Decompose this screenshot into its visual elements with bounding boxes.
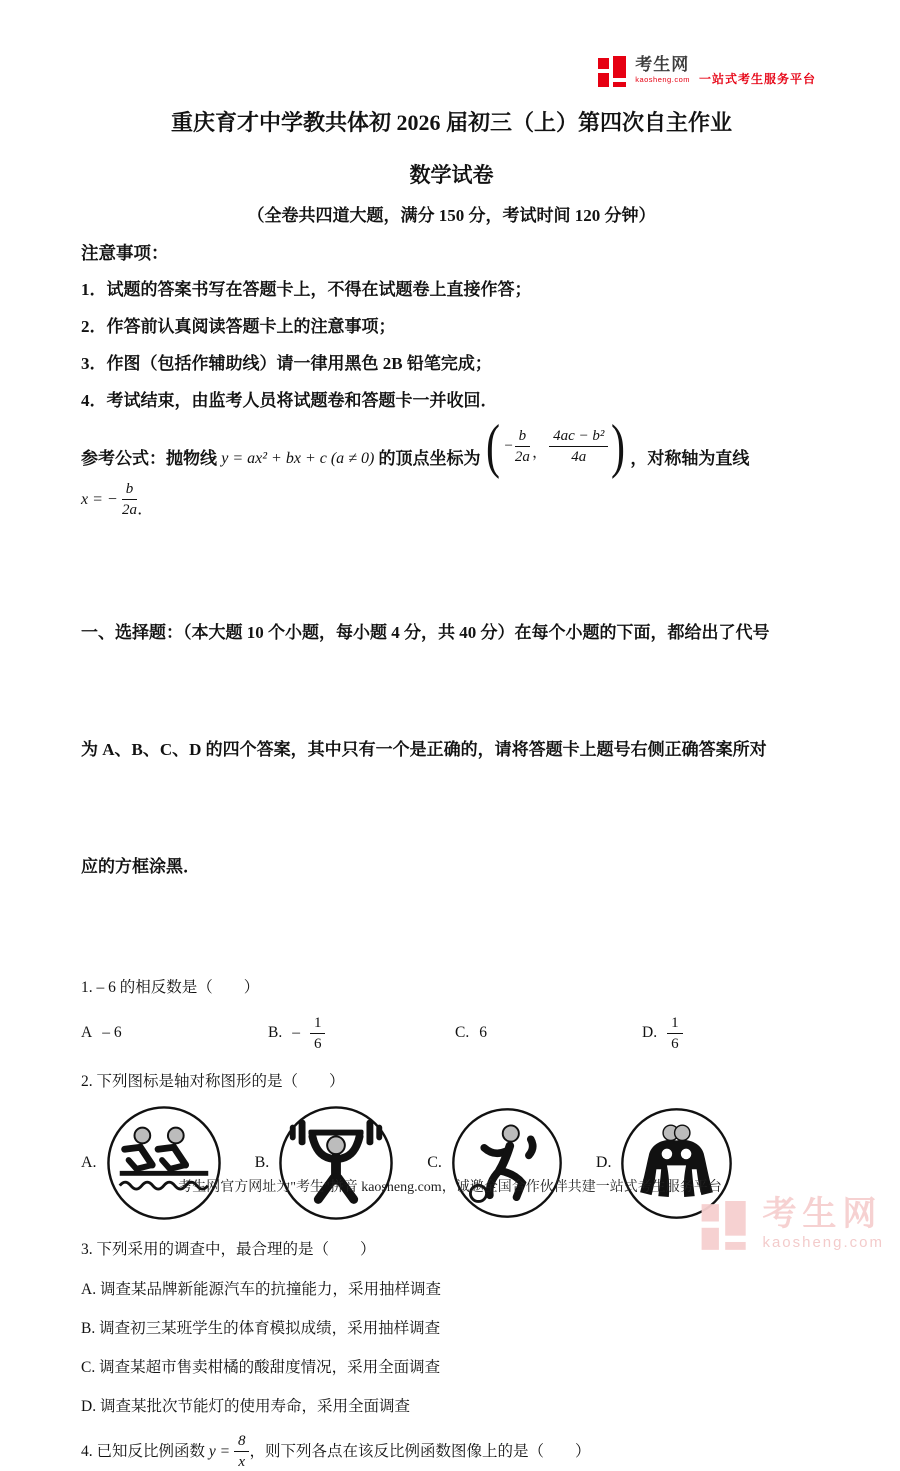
close-paren: ) — [611, 413, 626, 479]
q1-option-d: D. $\frac{1}{6}$ — [642, 1014, 822, 1053]
open-paren: ( — [485, 413, 500, 479]
vertex-frac-1: $\frac{b}{2a}$ — [514, 428, 530, 465]
exam-summary: （全卷共四道大题，满分 150 分，考试时间 120 分钟） — [247, 206, 656, 225]
reference-formula — [81, 413, 822, 479]
brand-domain: kaosheng.com — [635, 75, 690, 84]
exam-title: 重庆育才中学教共体初 2026 届初三（上）第四次自主作业 — [170, 110, 732, 135]
notice-item-1: 1．试题的答案书写在答题卡上，不得在试题卷上直接作答； — [81, 280, 532, 299]
vertex-coordinates — [483, 413, 629, 479]
q2-option-b: B. — [255, 1104, 396, 1222]
axis-pre: x = − — [81, 490, 122, 508]
vertex-minus: − — [503, 438, 514, 454]
question-1: 1. – 6 的相反数是（ ） — [81, 979, 260, 996]
formula-label: 参考公式：抛物线 — [81, 449, 222, 468]
q4-math-pre: y = — [208, 1442, 234, 1460]
kaosheng-watermark — [700, 1197, 884, 1253]
football-icon — [450, 1106, 564, 1220]
q1-option-a: A – 6 — [81, 1024, 122, 1041]
section-1-line-1: 一、选择题：（本大题 10 个小题，每小题 4 分，共 40 分）在每个小题的下面，都给出了代号 — [81, 623, 770, 642]
axis-formula — [81, 480, 822, 519]
q4-post: ，则下列各点在该反比例函数图像上的是（ ） — [249, 1443, 591, 1460]
q3-option-a: A. 调查某品牌新能源汽车的抗撞能力，采用抽样调查 — [81, 1281, 441, 1298]
footer-text: 考生网官方网址为"考生"拼音 kaosheng.com，诚邀全国合作伙伴共建一站式考生服务平台 — [178, 1180, 722, 1195]
section-1-line-2: 为 A、B、C、D 的四个答案，其中只有一个是正确的，请将答题卡上题号右侧正确答案所对 — [81, 740, 767, 759]
kaosheng-logo — [597, 56, 816, 89]
weightlifting-icon — [277, 1104, 395, 1222]
section-1-line-3: 应的方框涂黑． — [81, 857, 200, 876]
exam-subject: 数学试卷 — [409, 163, 494, 187]
q3-option-c: C. 调查某超市售卖柑橘的酸甜度情况，采用全面调查 — [81, 1359, 441, 1376]
section-1-heading — [81, 535, 822, 964]
notice-item-4: 4．考试结束，由监考人员将试题卷和答题卡一并收回． — [81, 391, 498, 410]
question-2: 2. 下列图标是轴对称图形的是（ ） — [81, 1073, 345, 1090]
vertex-frac-2: $\frac{\text{4ac − b²}}{4a}$ — [549, 427, 608, 466]
formula-middle: 的顶点坐标为 — [374, 449, 481, 468]
rowing-icon — [105, 1104, 223, 1222]
watermark-name: 考生网 — [762, 1195, 883, 1233]
q2-option-a: A. — [81, 1104, 223, 1222]
kaosheng-logo-icon — [597, 56, 630, 89]
q1-option-c: C. 6 — [455, 1024, 487, 1041]
watermark-logo-icon — [700, 1201, 752, 1253]
formula-suffix: ，对称轴为直线 — [630, 449, 750, 468]
vertex-comma: ， — [532, 445, 548, 461]
q3-option-d: D. 调查某批次节能灯的使用寿命，采用全面调查 — [81, 1398, 410, 1415]
q3-option-b: B. 调查初三某班学生的体育模拟成绩，采用抽样调查 — [81, 1320, 441, 1337]
notice-item-2: 2．作答前认真阅读答题卡上的注意事项； — [81, 317, 396, 336]
notice-heading: 注意事项： — [81, 243, 169, 263]
watermark-domain: kaosheng.com — [762, 1234, 884, 1251]
q1-option-b: B. – $\frac{1}{6}$ — [268, 1014, 455, 1053]
q4-fraction: $\frac{8}{x}$ — [234, 1432, 250, 1471]
parabola-equation: y = ax² + bx + c (a ≠ 0) — [221, 450, 375, 467]
axis-period: ． — [137, 501, 154, 518]
q2-option-c: C. — [427, 1106, 564, 1220]
q1-option-b-fraction: $\frac{1}{6}$ — [310, 1014, 326, 1053]
brand-tagline: 一站式考生服务平台 — [698, 72, 816, 86]
q4-pre: 4. 已知反比例函数 — [81, 1443, 209, 1460]
question-4 — [81, 1432, 822, 1471]
question-1-options — [81, 1008, 822, 1058]
q1-option-d-fraction: $\frac{1}{6}$ — [667, 1014, 683, 1053]
q2-option-d: D. — [596, 1106, 735, 1221]
axis-frac: $\frac{b}{2a}$ — [121, 481, 137, 518]
question-3: 3. 下列采用的调查中，最合理的是（ ） — [81, 1241, 376, 1258]
notice-item-3: 3．作图（包括作辅助线）请一律用黑色 2B 铅笔完成； — [81, 354, 492, 373]
brand-name: 考生网 — [635, 55, 690, 74]
